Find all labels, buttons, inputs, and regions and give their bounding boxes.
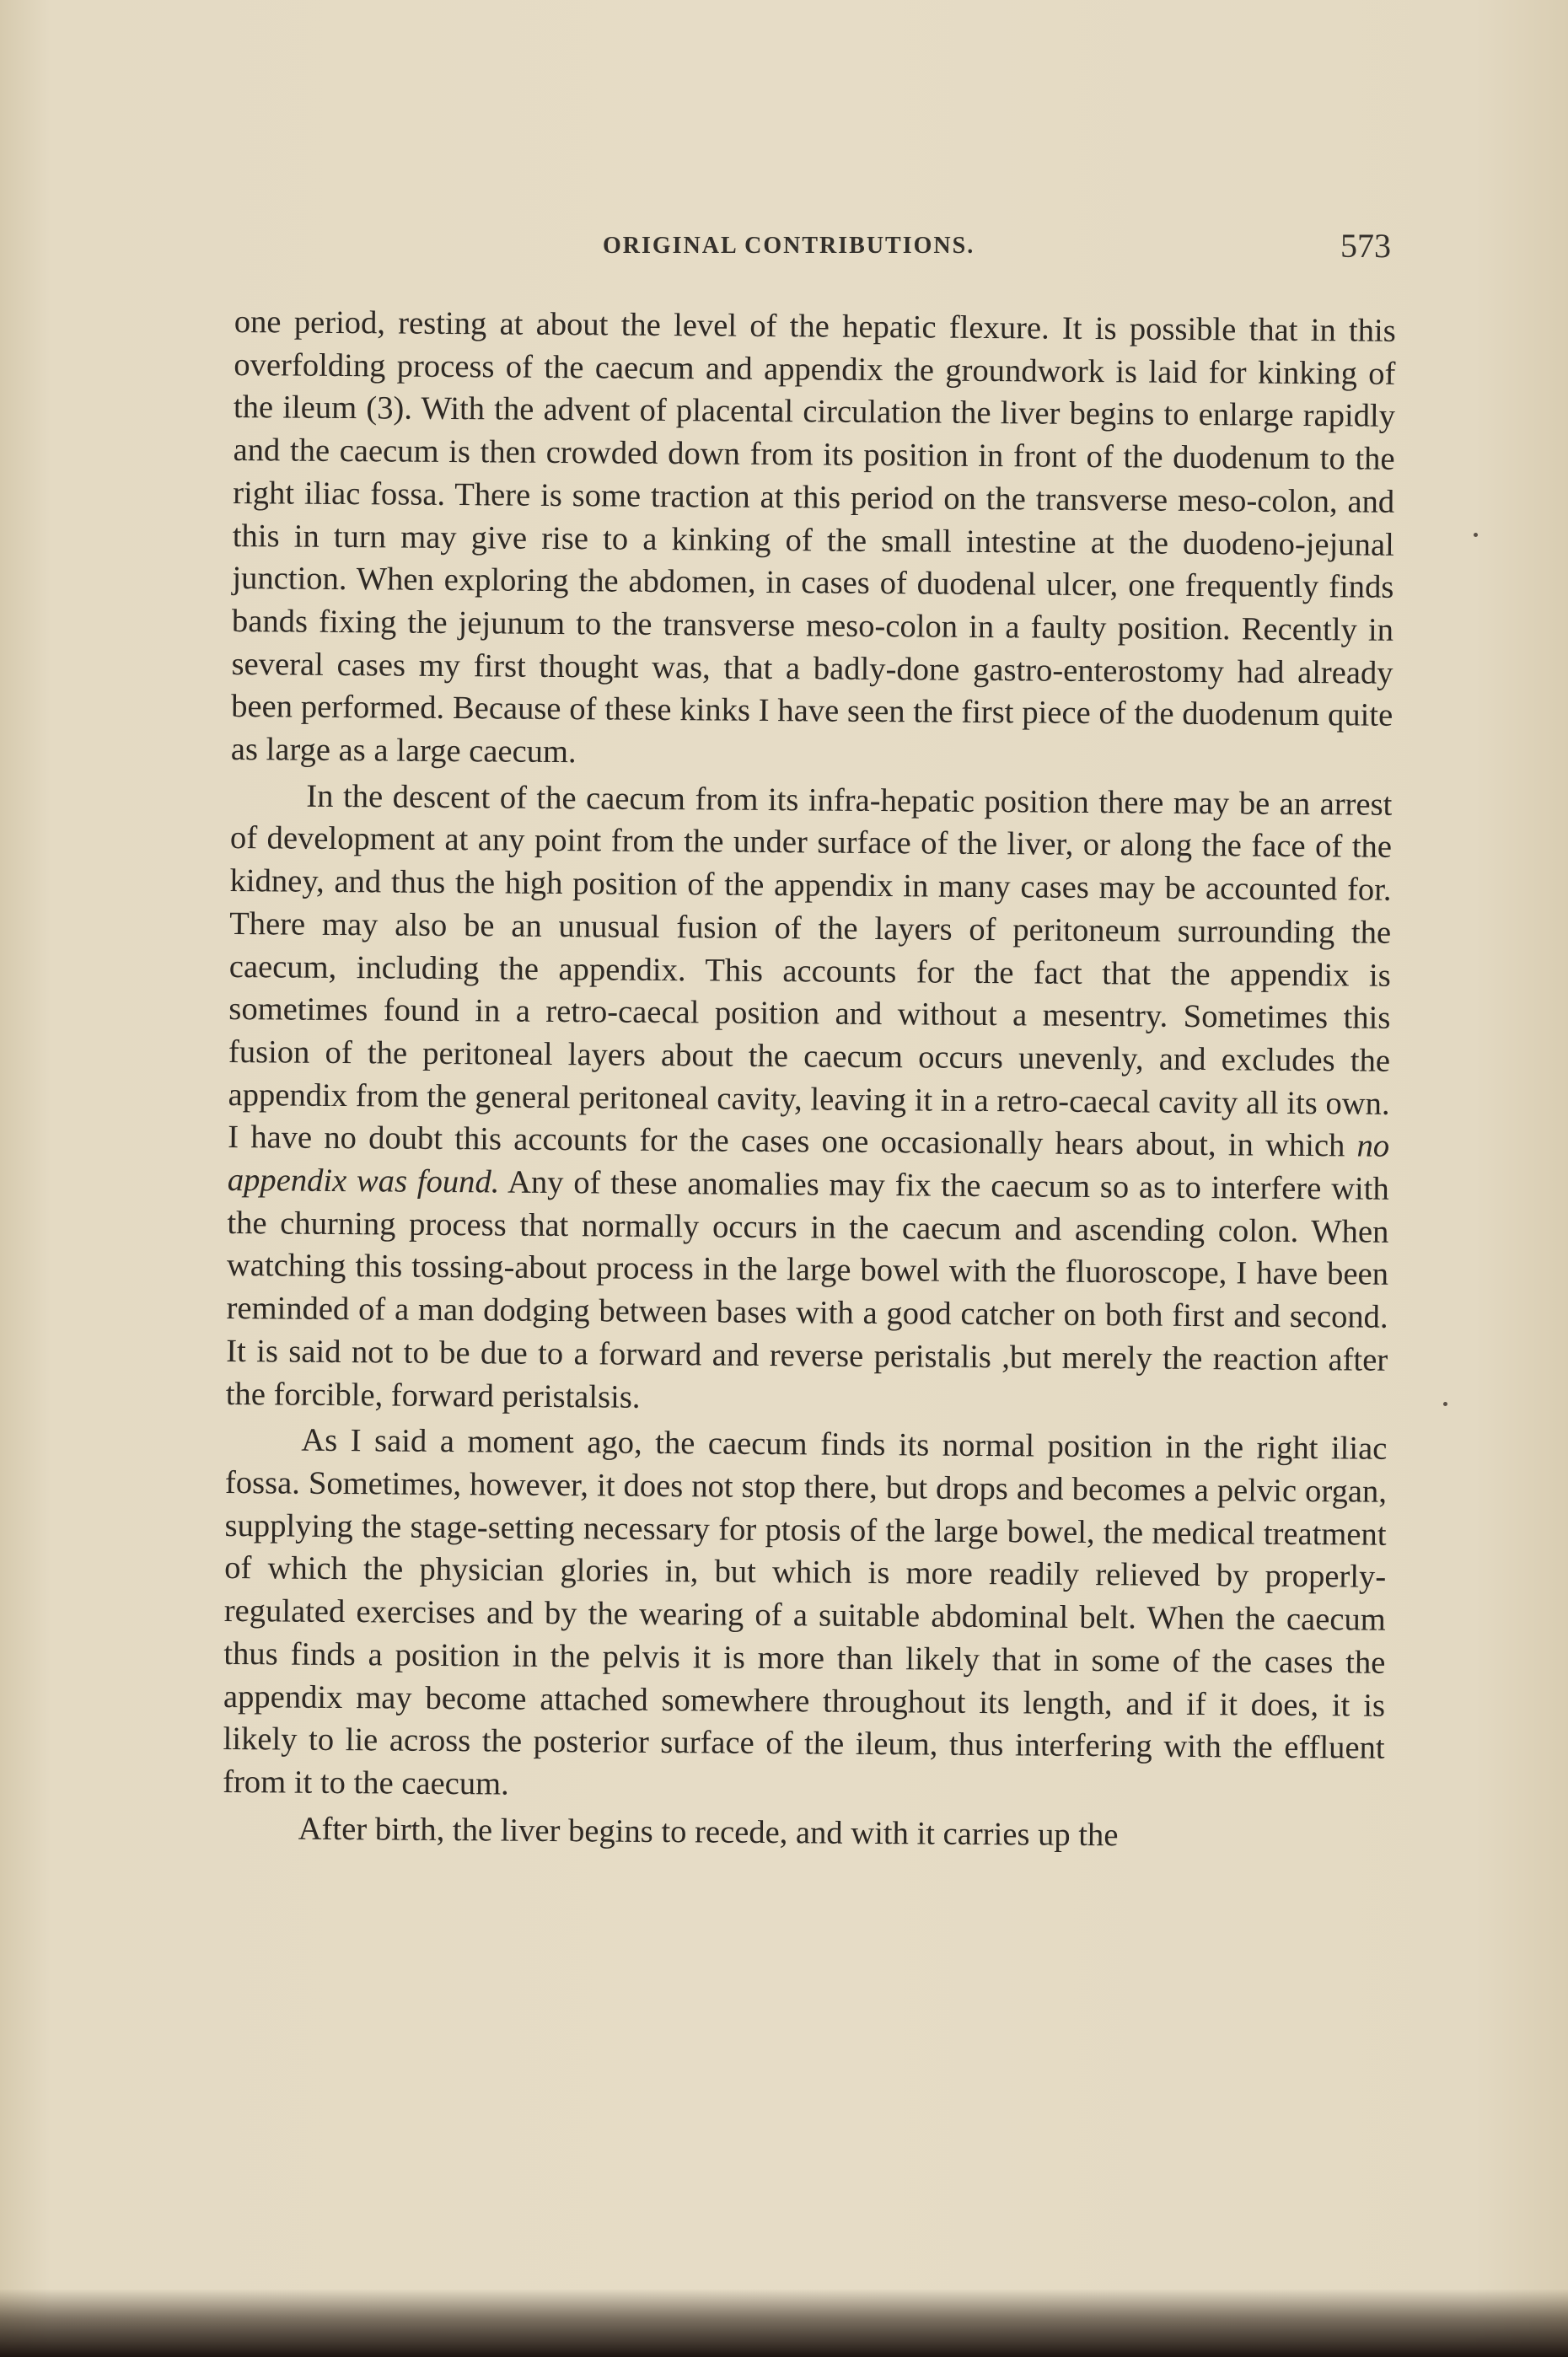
page-number: 573 <box>1340 227 1391 265</box>
paragraph-4 <box>223 1807 1384 1860</box>
paragraph-2-text-a: In the descent of the caecum from its infra-hepatic position there may be an arrest of development at any point from the under surface of the liver, or along the face of the kidney, and thus the high position of the appendix in many cases may be accounted for. There may also be an unusual fusion of the layers of peritoneum surrounding the caecum, including the appendix. This accounts for the fact that the appendix is sometimes found in a retro-caecal position and without a mesentry. Sometimes this fusion of the peritoneal layers about the caecum occurs unevenly, and excludes the appendix from the general peritoneal cavity, leaving it in a retro-caecal cavity all its own. I have no doubt this accounts for the cases one occasionally hears about, in which <box>228 778 1393 1164</box>
paragraph-2 <box>226 775 1393 1425</box>
paragraph-4-text: After birth, the liver begins to recede, and with it carries up the <box>298 1811 1119 1853</box>
paragraph-3 <box>223 1419 1388 1812</box>
running-head <box>240 226 1391 277</box>
paper-speck <box>1474 533 1478 537</box>
page-bottom-shadow <box>0 2289 1568 2357</box>
paragraph-2-text-b: Any of these anomalies may fix the caecum so as to interfere with the churning process that normally occurs in the caecum and ascending colon. When watching this tossing-about process in the large bowel with the fluoroscope, I have been reminded of a man dodging between bases with a good catcher on both first and second. It is said not to be due to a forward and reverse peristalis ,but merely the reaction after the forcible, forward peristalsis. <box>225 1164 1389 1415</box>
body-text <box>223 301 1396 1859</box>
paper-speck <box>1443 1402 1447 1406</box>
paragraph-2-italic-phrase: no appendix was found. <box>227 1128 1390 1200</box>
paragraph-1 <box>231 301 1396 781</box>
paragraph-3-text: As I said a moment ago, the caecum finds its normal position in the right iliac fossa. Sometimes, however, it does not stop there, but drops and becomes a pelvic organ, supplying the stage-setting necessary for ptosis of the large bowel, the medical treatment of which the physician glories in, but which is more readily relieved by properly-regulated exercises and by the wearing of a suitable abdominal belt. When the caecum thus finds a position in the pelvis it is more than likely that in some of the cases the appendix may become attached somewhere throughout its length, and if it does, it is likely to lie across the posterior surface of the ileum, thus interfering with the effluent from it to the caecum. <box>223 1422 1388 1802</box>
paragraph-1-text: one period, resting at about the level of the hepatic flexure. It is possible that in this overfolding process of the caecum and appendix the groundwork is laid for kinking of the ileum (3). With the advent of placental circulation the liver begins to enlarge rapidly and the caecum is then crowded down from its position in front of the duodenum to the right iliac fossa. There is some traction at this period on the transverse meso-colon, and this in turn may give rise to a kinking of the small intestine at the duodeno-jejunal junction. When exploring the abdomen, in cases of duodenal ulcer, one frequently finds bands fixing the jejunum to the transverse meso-colon in a faulty position. Recently in several cases my first thought was, that a badly-done gastro-enterostomy had already been performed. Because of these kinks I have seen the first piece of the duodenum quite as large as a large caecum. <box>230 303 1396 770</box>
running-head-title: ORIGINAL CONTRIBUTIONS. <box>603 233 975 259</box>
